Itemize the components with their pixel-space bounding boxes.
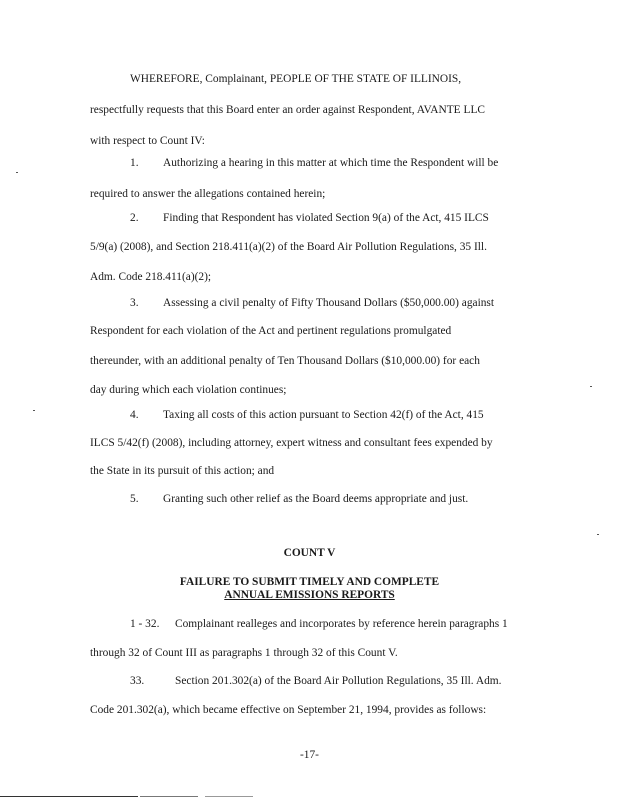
request-number: 1. (130, 157, 139, 169)
request-line: thereunder, with an additional penalty of Ten Thousand Dollars ($10,000.00) for each (90, 355, 480, 367)
paragraph-number: 33. (130, 675, 145, 687)
footer-rule (140, 796, 198, 797)
request-line: day during which each violation continues; (90, 384, 287, 396)
footer-rule (205, 796, 253, 797)
request-line: Authorizing a hearing in this matter at which time the Respondent will be (163, 157, 499, 169)
page-number: -17- (300, 749, 319, 761)
request-number: 3. (130, 297, 139, 309)
request-line: the State in its pursuit of this action; and (90, 465, 275, 477)
request-line: Finding that Respondent has violated Section 9(a) of the Act, 415 ILCS (163, 212, 489, 224)
request-line: Taxing all costs of this action pursuant to Section 42(f) of the Act, 415 (163, 409, 484, 421)
paragraph-line: Section 201.302(a) of the Board Air Pollution Regulations, 35 Ill. Adm. (175, 675, 502, 687)
request-line: 5/9(a) (2008), and Section 218.411(a)(2) of the Board Air Pollution Regulations, 35 Ill. (90, 241, 487, 253)
request-number: 2. (130, 212, 139, 224)
paragraph-number: 1 - 32. (130, 618, 160, 630)
request-line: Assessing a civil penalty of Fifty Thousand Dollars ($50,000.00) against (163, 297, 495, 309)
request-line: required to answer the allegations contained herein; (90, 188, 326, 200)
wherefore-line: with respect to Count IV: (90, 135, 205, 147)
request-line: ILCS 5/42(f) (2008), including attorney, expert witness and consultant fees expended by (90, 437, 493, 449)
count-title: FAILURE TO SUBMIT TIMELY AND COMPLETE (179, 576, 440, 588)
wherefore-line: respectfully requests that this Board enter an order against Respondent, AVANTE LLC (90, 104, 485, 116)
footer-rule (0, 796, 138, 797)
request-line: Granting such other relief as the Board deems appropriate and just. (163, 493, 469, 505)
wherefore-line: WHEREFORE, Complainant, PEOPLE OF THE STATE OF ILLINOIS, (130, 73, 462, 85)
request-number: 4. (130, 409, 139, 421)
scan-speck (33, 410, 35, 411)
paragraph-line: Code 201.302(a), which became effective on September 21, 1994, provides as follows: (90, 704, 487, 716)
request-line: Respondent for each violation of the Act and pertinent regulations promulgated (90, 325, 452, 337)
request-line: Adm. Code 218.411(a)(2); (90, 271, 212, 283)
scan-speck (16, 172, 18, 173)
scan-speck (590, 386, 592, 387)
count-subtitle-text: ANNUAL EMISSIONS REPORTS (224, 589, 395, 601)
request-number: 5. (130, 493, 139, 505)
count-heading: COUNT V (283, 547, 336, 559)
count-subtitle (0, 590, 619, 601)
paragraph-line: Complainant realleges and incorporates by reference herein paragraphs 1 (175, 618, 508, 630)
scan-speck (597, 534, 599, 535)
paragraph-line: through 32 of Count III as paragraphs 1 through 32 of this Count V. (90, 647, 398, 659)
